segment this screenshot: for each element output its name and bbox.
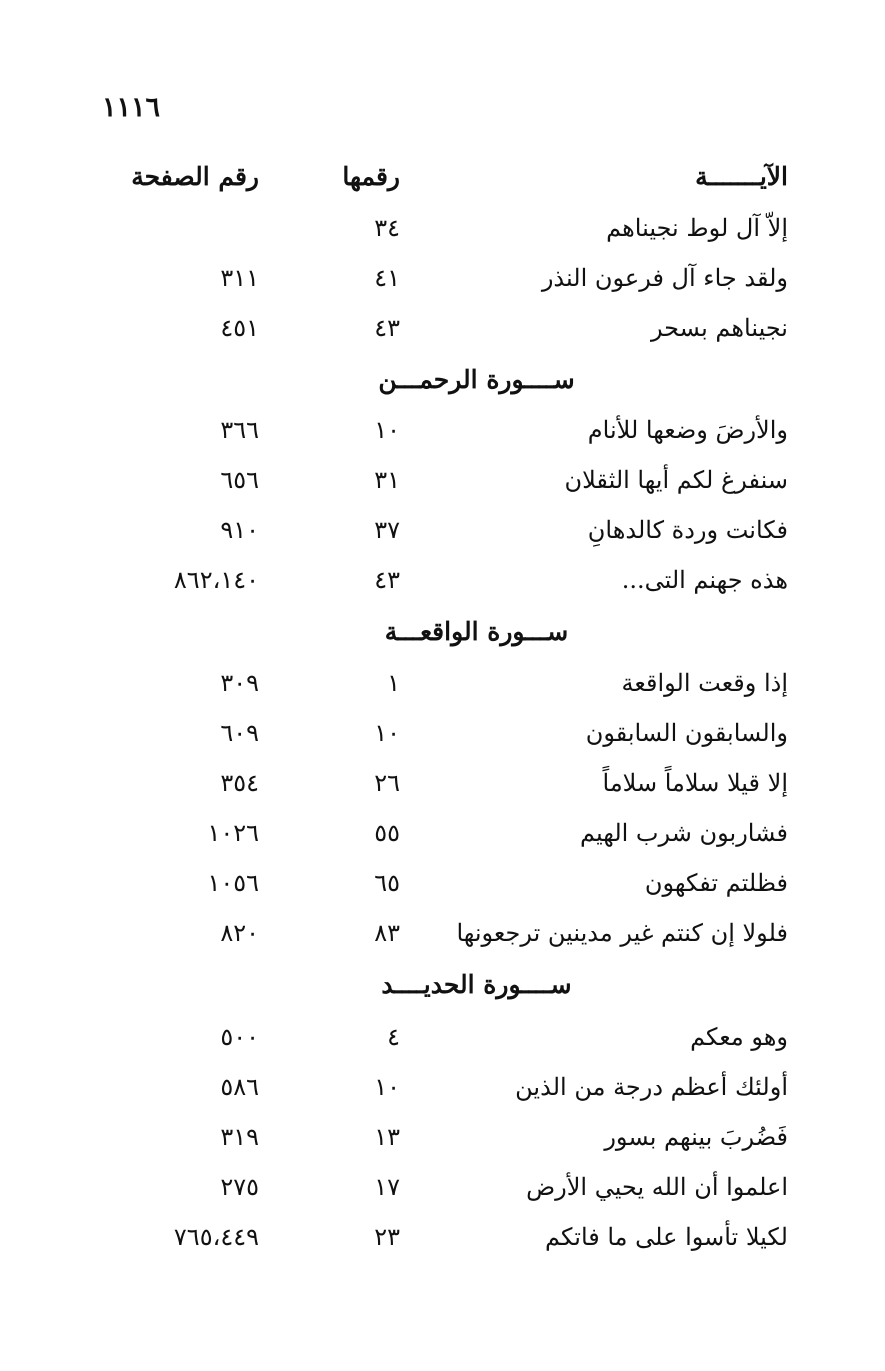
verse-text: فكانت وردة كالدهانِ (587, 516, 788, 544)
verse-number: ٤٣ (374, 314, 400, 342)
page-reference: ٦٥٦ (220, 466, 259, 494)
table-row (0, 410, 885, 450)
surah-title (0, 360, 885, 400)
page-reference: ٥٨٦ (220, 1073, 259, 1101)
header-verse: الآيـــــــة (695, 162, 788, 191)
verse-text: والأرضَ وضعها للأنام (587, 416, 788, 444)
verse-number: ٦٥ (374, 869, 400, 897)
table-row (0, 713, 885, 753)
page-reference: ٢٧٥ (220, 1173, 259, 1201)
surah-title-text: ســــورة الرحمـــن (378, 365, 575, 394)
surah-title (0, 612, 885, 652)
page-reference: ٣٦٦ (220, 416, 259, 444)
verse-number: ٥٥ (374, 819, 400, 847)
page-reference: ١٠٢٦ (207, 819, 259, 847)
table-row (0, 913, 885, 953)
page-reference: ٣١١ (220, 264, 259, 292)
header-number: رقمها (342, 162, 400, 191)
table-row (0, 763, 885, 803)
table-row (0, 1017, 885, 1057)
surah-title (0, 965, 885, 1005)
page-reference: ٣٠٩ (220, 669, 259, 697)
verse-text: اعلموا أن الله يحيي الأرض (526, 1173, 788, 1201)
verse-number: ١ (387, 669, 400, 697)
table-row (0, 258, 885, 298)
page-reference: ٩١٠ (220, 516, 259, 544)
verse-number: ٢٦ (374, 769, 400, 797)
verse-number: ٤١ (374, 264, 400, 292)
page-reference: ٦٠٩ (220, 719, 259, 747)
verse-text: هذه جهنم التى... (621, 566, 788, 594)
table-row (0, 1167, 885, 1207)
verse-text: أولئك أعظم درجة من الذين (515, 1073, 788, 1101)
verse-text: إذا وقعت الواقعة (621, 669, 788, 697)
verse-number: ٤ (387, 1023, 400, 1051)
table-row (0, 1067, 885, 1107)
page-number: ١١١٦ (102, 92, 161, 123)
table-row (0, 863, 885, 903)
header-page: رقم الصفحة (131, 162, 259, 191)
verse-text: والسابقون السابقون (585, 719, 788, 747)
verse-text: وهو معكم (690, 1023, 788, 1051)
page-reference: ٧٦٥،٤٤٩ (173, 1223, 259, 1251)
page-reference: ١٠٥٦ (207, 869, 259, 897)
table-row (0, 460, 885, 500)
page-reference: ٣٥٤ (220, 769, 259, 797)
verse-number: ٨٣ (374, 919, 400, 947)
page-reference: ٤٥١ (220, 314, 259, 342)
verse-number: ٣٧ (374, 516, 400, 544)
verse-number: ٢٣ (374, 1223, 400, 1251)
verse-text: فظلتم تفكهون (644, 869, 788, 897)
verse-text: فشاربون شرب الهيم (580, 819, 788, 847)
verse-number: ٣١ (374, 466, 400, 494)
verse-number: ٣٤ (374, 214, 400, 242)
verse-number: ١٣ (374, 1123, 400, 1151)
table-row (0, 1217, 885, 1257)
table-row (0, 560, 885, 600)
table-row (0, 308, 885, 348)
verse-number: ١٠ (374, 719, 400, 747)
verse-number: ١٠ (374, 416, 400, 444)
page-reference: ٥٠٠ (220, 1023, 259, 1051)
table-row (0, 510, 885, 550)
verse-text: إلاّ آل لوط نجيناهم (606, 214, 788, 242)
verse-text: فَضُربَ بينهم بسور (604, 1123, 788, 1151)
verse-text: سنفرغ لكم أيها الثقلان (564, 466, 788, 494)
verse-text: نجيناهم بسحر (650, 314, 788, 342)
table-header (0, 157, 885, 197)
table-row (0, 813, 885, 853)
table-row (0, 208, 885, 248)
verse-text: ولقد جاء آل فرعون النذر (541, 264, 788, 292)
table-row (0, 663, 885, 703)
verse-text: لكيلا تأسوا على ما فاتكم (545, 1223, 788, 1251)
verse-number: ١٧ (374, 1173, 400, 1201)
verse-text: فلولا إن كنتم غير مدينين ترجعونها (456, 919, 788, 947)
verse-number: ٤٣ (374, 566, 400, 594)
page-reference: ٨٦٢،١٤٠ (173, 566, 259, 594)
page-reference: ٣١٩ (220, 1123, 259, 1151)
verse-number: ١٠ (374, 1073, 400, 1101)
surah-title-text: ســـورة الواقعـــة (384, 617, 569, 646)
surah-title-text: ســــورة الحديــــد (381, 970, 572, 999)
page-reference: ٨٢٠ (220, 919, 259, 947)
table-row (0, 1117, 885, 1157)
verse-text: إلا قيلا سلاماً سلاماً (602, 769, 788, 797)
